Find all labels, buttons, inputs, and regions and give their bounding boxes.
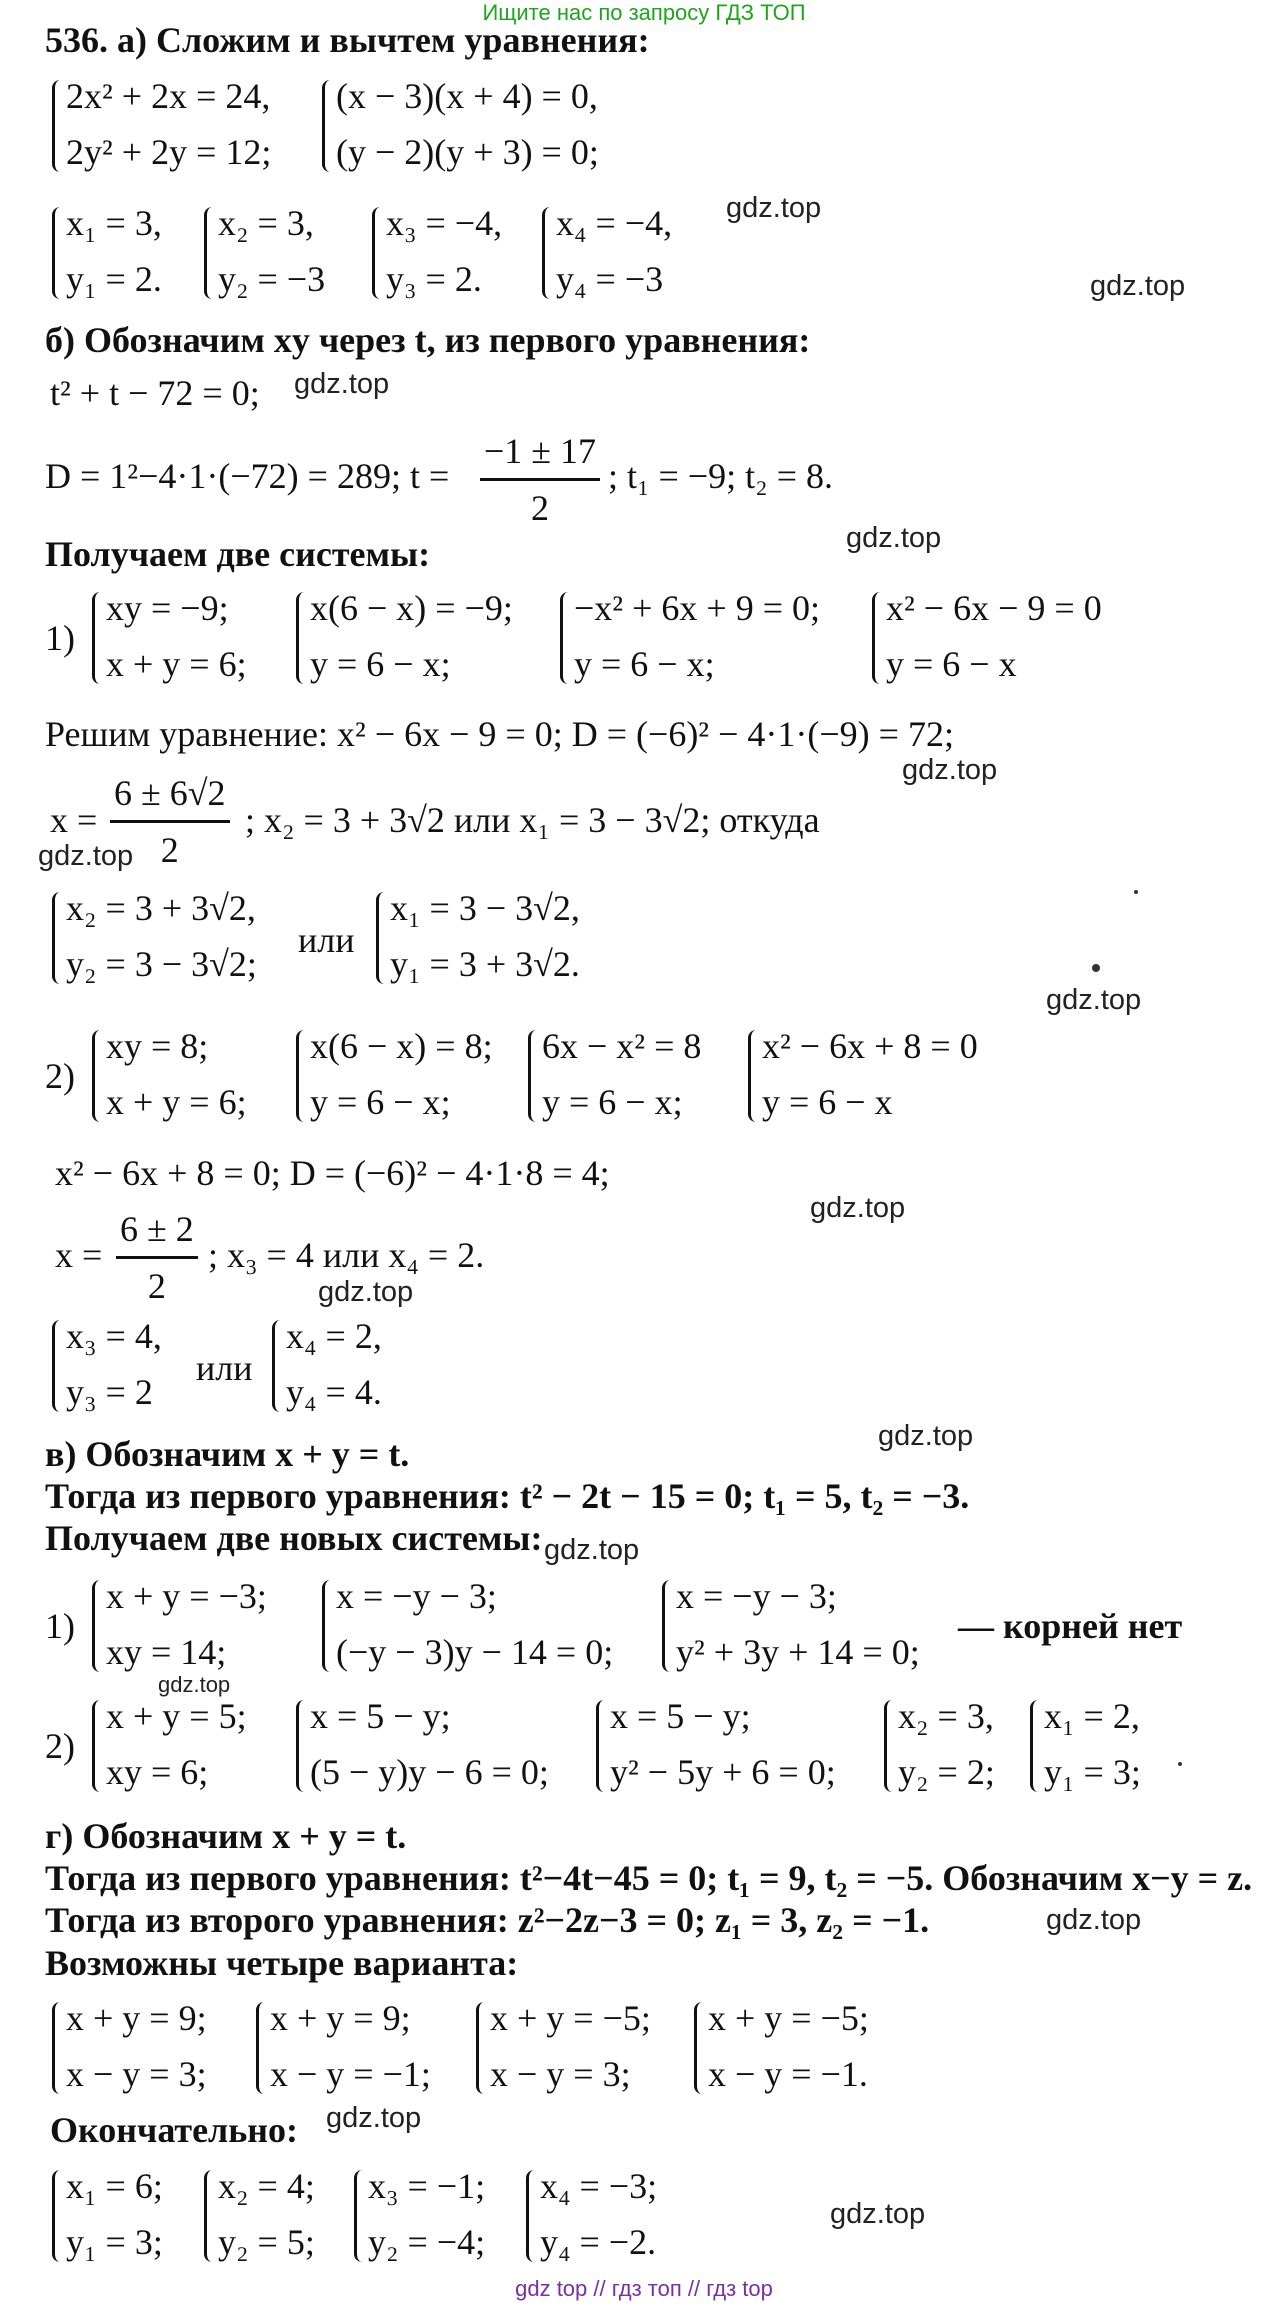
part-d-line2: Тогда из второго уравнения: z²−2z−3 = 0; z₁ = 3, z₂ = −1. bbox=[45, 1900, 930, 1940]
system-c5: x = 5 − y; (5 − y)y − 6 = 0; bbox=[296, 1698, 586, 1794]
discriminant-1: D = 1²−4·1·(−72) = 289; t = bbox=[45, 456, 450, 496]
part-a-heading: 536. а) Сложим и вычтем уравнения: bbox=[45, 20, 650, 60]
two-systems-text: Получаем две системы: bbox=[45, 534, 431, 574]
final-1: x₁ = 6; y₁ = 3; bbox=[52, 2168, 192, 2264]
final-2: x₂ = 4; y₂ = 5; bbox=[204, 2168, 344, 2264]
solution-a2: x₂ = 3, y₂ = −3 bbox=[204, 205, 354, 301]
x-roots-1: ; x₂ = 3 + 3√2 или x₁ = 3 − 3√2; откуда bbox=[245, 800, 820, 840]
watermark: gdz.top bbox=[878, 1420, 974, 1452]
final-3: x₃ = −1; y₂ = −4; bbox=[354, 2168, 514, 2264]
system-q1: x₂ = 3 + 3√2, y₂ = 3 − 3√2; bbox=[52, 890, 282, 986]
c-case-1-label: 1) bbox=[45, 1606, 75, 1646]
solution-a4: x₄ = −4, y₄ = −3 bbox=[542, 205, 702, 301]
watermark: gdz.top bbox=[902, 754, 998, 786]
part-c-line2: Получаем две новых системы: bbox=[45, 1518, 543, 1558]
fraction-x1: $\frac{6 \pm 6√2}{2}$ bbox=[110, 772, 230, 871]
case-1-label: 1) bbox=[45, 618, 75, 658]
system-u1: x₃ = 4, y₃ = 2 bbox=[52, 1318, 202, 1414]
watermark: gdz.top bbox=[158, 1672, 231, 1697]
watermark: gdz.top bbox=[326, 2102, 422, 2134]
case-2-label: 2) bbox=[45, 1056, 75, 1096]
equation-t: t² + t − 72 = 0; bbox=[50, 373, 260, 413]
no-roots-text: — корней нет bbox=[958, 1606, 1183, 1646]
system-d3: x + y = −5; x − y = 3; bbox=[476, 2000, 686, 2096]
system-c6: x = 5 − y; y² − 5y + 6 = 0; bbox=[596, 1698, 876, 1794]
bottom-link[interactable]: gdz top // гдз топ // гдз top bbox=[515, 2276, 773, 2301]
x-roots-2: ; x₃ = 4 или x₄ = 2. bbox=[208, 1235, 485, 1275]
or-1: или bbox=[298, 920, 355, 960]
part-d-line3: Возможны четыре варианта: bbox=[45, 1943, 519, 1983]
watermark: gdz.top bbox=[846, 522, 942, 554]
fraction-t: $\frac{-1 \pm 17}{2}$ bbox=[480, 430, 600, 529]
solve-equation: Решим уравнение: x² − 6x − 9 = 0; D = (−6)² − 4·1·(−9) = 72; bbox=[45, 714, 954, 754]
part-d-line1: Тогда из первого уравнения: t²−4t−45 = 0; t₁ = 9, t₂ = −5. Обозначим x−y = z. bbox=[45, 1858, 1253, 1898]
part-c-line1: Тогда из первого уравнения: t² − 2t − 15 = 0; t₁ = 5, t₂ = −3. bbox=[45, 1476, 970, 1516]
system-b3: −x² + 6x + 9 = 0; y = 6 − x; bbox=[560, 590, 860, 686]
system-a1: 2x² + 2x = 24, 2y² + 2y = 12; bbox=[52, 78, 312, 174]
system-d1: x + y = 9; x − y = 3; bbox=[52, 2000, 252, 2096]
watermark: gdz.top bbox=[294, 368, 390, 400]
watermark: gdz.top bbox=[38, 840, 134, 872]
system-c1: x + y = −3; xy = 14; bbox=[92, 1578, 312, 1674]
x-equals-1: x = bbox=[50, 800, 98, 840]
c-case-2-label: 2) bbox=[45, 1726, 75, 1766]
watermark: gdz.top bbox=[810, 1192, 906, 1224]
scan-speck bbox=[1134, 890, 1138, 894]
watermark: gdz.top bbox=[544, 1534, 640, 1566]
system-b4: x² − 6x − 9 = 0 y = 6 − x bbox=[872, 590, 1132, 686]
solution-a1: x₁ = 3, y₁ = 2. bbox=[52, 205, 192, 301]
system-d2: x + y = 9; x − y = −1; bbox=[256, 2000, 466, 2096]
system-r2: x(6 − x) = 8; y = 6 − x; bbox=[296, 1028, 526, 1124]
x-equals-2: x = bbox=[55, 1235, 103, 1275]
watermark: gdz.top bbox=[1046, 984, 1142, 1016]
watermark: gdz.top bbox=[318, 1276, 414, 1308]
watermark: gdz.top bbox=[1046, 1904, 1142, 1936]
system-d4: x + y = −5; x − y = −1. bbox=[694, 2000, 924, 2096]
system-a2: (x − 3)(x + 4) = 0, (y − 2)(y + 3) = 0; bbox=[322, 78, 622, 174]
system-c2: x = −y − 3; (−y − 3)y − 14 = 0; bbox=[322, 1578, 642, 1674]
final-4: x₄ = −3; y₄ = −2. bbox=[526, 2168, 686, 2264]
watermark: gdz.top bbox=[1090, 270, 1186, 302]
system-u2: x₄ = 2, y₄ = 4. bbox=[272, 1318, 422, 1414]
system-q2: x₁ = 3 − 3√2, y₁ = 3 + 3√2. bbox=[376, 890, 606, 986]
or-2: или bbox=[196, 1348, 253, 1388]
part-c-heading: в) Обозначим x + y = t. bbox=[45, 1434, 410, 1474]
system-r4: x² − 6x + 8 = 0 y = 6 − x bbox=[748, 1028, 1008, 1124]
watermark: gdz.top bbox=[726, 192, 822, 224]
roots-t: ; t₁ = −9; t₂ = 8. bbox=[608, 456, 834, 496]
top-link[interactable]: Ищите нас по запросу ГДЗ ТОП bbox=[482, 0, 806, 25]
watermark: gdz.top bbox=[830, 2198, 926, 2230]
scan-speck bbox=[1178, 1762, 1182, 1766]
part-d-heading: г) Обозначим x + y = t. bbox=[45, 1816, 407, 1856]
system-c8: x₁ = 2, y₁ = 3; bbox=[1030, 1698, 1160, 1794]
system-r1: xy = 8; x + y = 6; bbox=[92, 1028, 282, 1124]
system-b1: xy = −9; x + y = 6; bbox=[92, 590, 282, 686]
system-b2: x(6 − x) = −9; y = 6 − x; bbox=[296, 590, 546, 686]
final-heading: Окончательно: bbox=[50, 2110, 299, 2150]
system-c7: x₂ = 3, y₂ = 2; bbox=[884, 1698, 1014, 1794]
equation-x-2: x² − 6x + 8 = 0; D = (−6)² − 4·1·8 = 4; bbox=[55, 1153, 610, 1193]
system-c4: x + y = 5; xy = 6; bbox=[92, 1698, 292, 1794]
system-c3: x = −y − 3; y² + 3y + 14 = 0; bbox=[662, 1578, 952, 1674]
solution-a3: x₃ = −4, y₃ = 2. bbox=[372, 205, 532, 301]
system-r3: 6x − x² = 8 y = 6 − x; bbox=[528, 1028, 728, 1124]
fraction-x2: $\frac{6 \pm 2}{2}$ bbox=[116, 1208, 198, 1307]
scan-speck bbox=[1092, 964, 1100, 972]
part-b-heading: б) Обозначим xy через t, из первого уравнения: bbox=[45, 320, 811, 360]
